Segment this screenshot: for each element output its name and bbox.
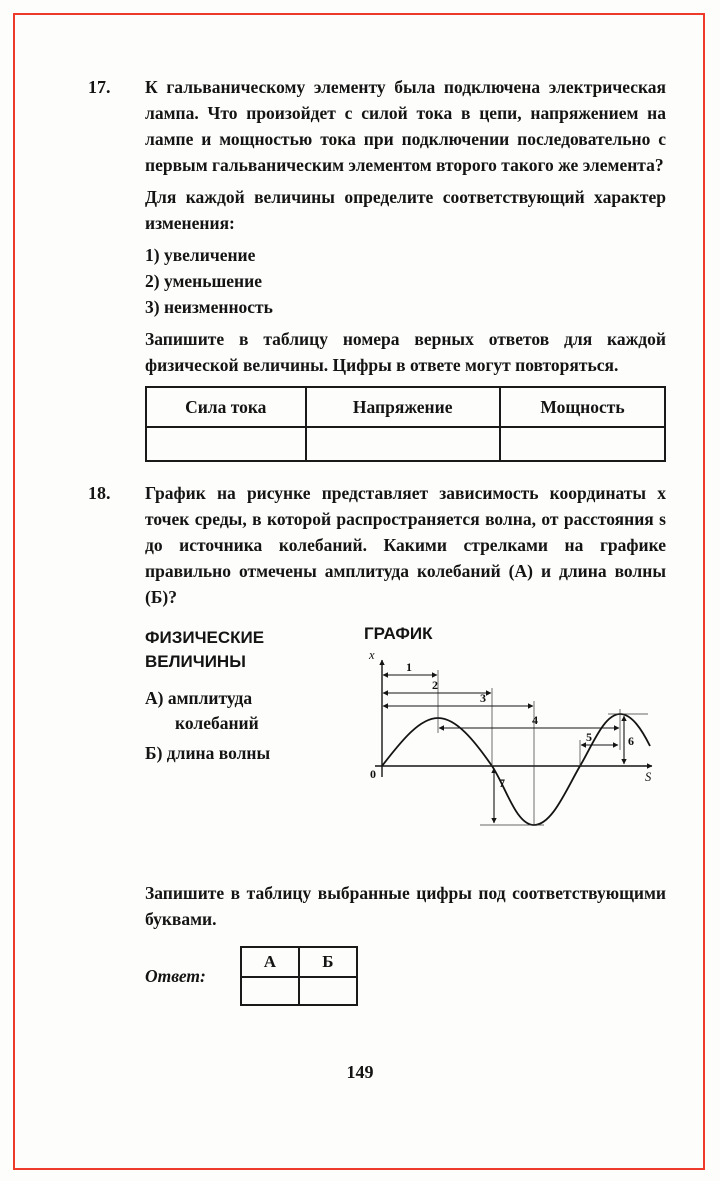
- option-2: 2) уменьшение: [145, 271, 262, 291]
- origin-label: 0: [370, 767, 376, 781]
- y-axis-label: x: [369, 648, 375, 662]
- problem-18-note: Запишите в таблицу выбранные цифры под соответствующими буквами.: [145, 883, 666, 929]
- quantity-item-b: Б) длина волны: [145, 743, 271, 763]
- problem-17-answer-table: [145, 386, 666, 462]
- problem-17-note: Запишите в таблицу номера верных ответов для каждой физической величины. Цифры в ответе могут повторяться.: [145, 329, 666, 375]
- x-axis-label: S: [645, 770, 652, 784]
- problem-18-columns: [145, 622, 666, 856]
- header-b: Б: [299, 947, 357, 977]
- problem-18-intro: График на рисунке представляет зависимость координаты x точек среды, в которой распространяется волна, от расстояния s до источника колебаний. Какими стрелками на графике правильно отмечены амплитуда колебаний (А) и длина волны (Б)?: [145, 483, 666, 607]
- answer-block: [145, 946, 666, 1006]
- arrow-label-3: 3: [480, 691, 486, 705]
- physical-quantities-heading: ФИЗИЧЕСКИЕ ВЕЛИЧИНЫ: [145, 628, 265, 671]
- arrow-label-7: 7: [499, 776, 505, 790]
- problem-17-number: 17.: [88, 77, 111, 97]
- option-1: 1) увеличение: [145, 245, 256, 265]
- physical-quantities-column: [145, 622, 362, 856]
- answer-cell-current: [146, 427, 306, 461]
- answer-table-answer-row: [241, 977, 357, 1005]
- problem-17-instruction: Для каждой величины определите соответствующий характер изменения:: [145, 187, 666, 233]
- page-content: [88, 74, 666, 1024]
- quantity-item-a: А) амплитуда колебаний: [145, 688, 259, 733]
- arrow-label-6: 6: [628, 734, 634, 748]
- table-header-row: [146, 387, 665, 427]
- answer-cell-a: [241, 977, 299, 1005]
- answer-cell-voltage: [306, 427, 500, 461]
- option-3: 3) неизменность: [145, 297, 273, 317]
- header-voltage: Напряжение: [306, 387, 500, 427]
- answer-cell-b: [299, 977, 357, 1005]
- problem-18: [88, 480, 666, 1006]
- header-a: А: [241, 947, 299, 977]
- arrow-label-4: 4: [532, 713, 538, 727]
- header-power: Мощность: [500, 387, 665, 427]
- arrow-label-2: 2: [432, 678, 438, 692]
- problem-17: [88, 74, 666, 462]
- problem-18-number: 18.: [88, 483, 111, 503]
- problem-18-body: [145, 480, 666, 1006]
- graph-heading: ГРАФИК: [364, 624, 433, 643]
- answer-table-header-row: [241, 947, 357, 977]
- problem-17-options: [145, 242, 666, 320]
- problem-18-answer-table: [240, 946, 358, 1006]
- header-current: Сила тока: [146, 387, 306, 427]
- page-number: 149: [346, 1062, 374, 1082]
- answer-label: Ответ:: [145, 965, 206, 986]
- problem-17-body: [145, 74, 666, 462]
- arrow-label-5: 5: [586, 730, 592, 744]
- arrow-label-1: 1: [406, 660, 412, 674]
- wave-curve: [382, 714, 650, 825]
- answer-cell-power: [500, 427, 665, 461]
- graph-column: [362, 622, 666, 856]
- wave-graph: [362, 646, 662, 851]
- table-answer-row: [146, 427, 665, 461]
- problem-17-intro: К гальваническому элементу была подключена электрическая лампа. Что произойдет с силой тока в цепи, напряжением на лампе и мощностью тока при подключении последовательно с первым гальваническим элементом второго такого же элемента?: [145, 77, 666, 175]
